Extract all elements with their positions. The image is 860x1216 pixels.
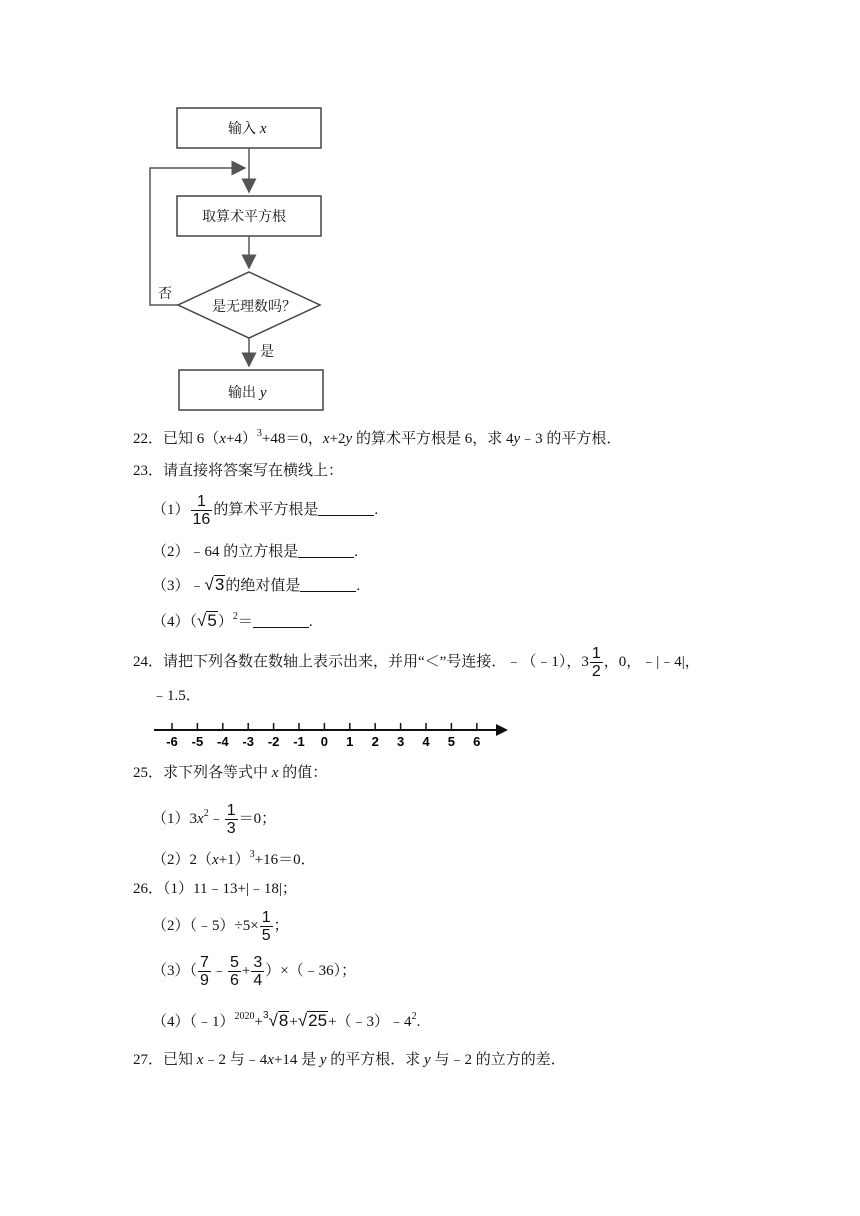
question-26-part-3: （3）（ $\frac{7}{9}$ ﹣ $\frac{5}{6}$ + $\frac{3}{4}$ ）×（﹣36）； bbox=[152, 954, 357, 989]
question-26-part-1: 26．（1）11﹣13+|﹣18|； bbox=[133, 881, 297, 897]
sqrt-expression: √3 bbox=[204, 575, 225, 594]
answer-blank[interactable] bbox=[298, 542, 354, 558]
question-24: 24．请把下列各数在数轴上表示出来，并用“＜”号连接．﹣（﹣1），3 $\frac{1}{2}$ ，0，﹣|﹣4|， bbox=[133, 645, 700, 680]
number-line-tick-label: -6 bbox=[166, 734, 178, 749]
question-24-line-2: ﹣1.5． bbox=[152, 688, 201, 704]
flowchart-decision-label: 是无理数吗？ bbox=[212, 298, 296, 314]
flowchart-yes-label: 是 bbox=[260, 343, 274, 359]
flowchart-output-label: 输出 y bbox=[228, 384, 267, 401]
number-line-tick-label: -5 bbox=[191, 734, 204, 749]
sqrt-expression: √5 bbox=[197, 611, 217, 630]
number-line-arrow bbox=[496, 724, 508, 736]
fraction: $\frac{1}{16}$ bbox=[192, 493, 211, 528]
question-25: 25．求下列各等式中 x 的值： bbox=[133, 765, 328, 781]
number-line-tick-label: -2 bbox=[267, 734, 280, 749]
question-26-part-4: $(4)(﹣1)^{2020}+^3√8+√25+(﹣3)﹣4^2$. bbox=[152, 1006, 420, 1032]
number-line-tick-label: 2 bbox=[371, 734, 379, 749]
number-line-tick-label: -4 bbox=[217, 734, 229, 749]
number-line-tick-label: -3 bbox=[242, 734, 254, 749]
number-line-tick-label: 6 bbox=[473, 734, 481, 749]
fraction: $\frac{7}{9}$ bbox=[200, 954, 209, 989]
number-line bbox=[150, 718, 510, 750]
question-23-part-3: （3）﹣√3的绝对值是 . bbox=[152, 575, 361, 594]
sqrt-expression: √25 bbox=[297, 1011, 328, 1030]
question-23-part-2: （2）﹣64 的立方根是 . bbox=[152, 544, 359, 560]
fraction: $\frac{1}{5}$ bbox=[261, 909, 271, 944]
number-line-tick-label: 4 bbox=[422, 734, 430, 749]
question-27: 27．已知 x﹣2 与﹣4x+14 是 y 的平方根．求 y 与﹣2 的立方的差． bbox=[133, 1052, 566, 1068]
answer-blank[interactable] bbox=[300, 576, 356, 592]
answer-blank[interactable] bbox=[253, 612, 309, 628]
cube-root-expression: $^3$√8 bbox=[262, 1010, 289, 1030]
fraction: $\frac{1}{3}$ bbox=[226, 802, 236, 837]
question-26-part-2: （2）（﹣5）÷5× $\frac{1}{5}$ ； bbox=[152, 909, 289, 944]
number-line-tick-label: -1 bbox=[293, 734, 305, 749]
question-23-part-1: （1） $\frac{1}{16}$ 的算术平方根是 . bbox=[152, 493, 379, 528]
number-line-tick-label: 5 bbox=[447, 734, 456, 749]
fraction: $\frac{3}{4}$ bbox=[253, 954, 263, 989]
question-25-part-2: $(2)2(x+1)^3+16=0$． bbox=[152, 849, 316, 868]
number-line-tick-label: 1 bbox=[346, 734, 354, 749]
fraction: $\frac{5}{6}$ bbox=[229, 954, 239, 989]
flowchart-input-label: 输入 x bbox=[228, 120, 267, 137]
answer-blank[interactable] bbox=[318, 500, 374, 516]
question-25-part-1: $(1)3x^2﹣$ $\frac{1}{3}$ ＝0； bbox=[152, 802, 277, 837]
question-23-title: 23．请直接将答案写在横线上： bbox=[133, 463, 344, 479]
question-23-part-4: $(4)(√5)^2=$ . bbox=[152, 611, 313, 630]
flowchart bbox=[140, 100, 340, 420]
number-line-tick-label: 3 bbox=[396, 734, 405, 749]
number-line-tick-label: 0 bbox=[320, 734, 329, 749]
flowchart-no-label: 否 bbox=[158, 285, 172, 301]
mixed-fraction: $\frac{1}{2}$ bbox=[591, 645, 601, 680]
question-22: 22．已知 $6(x+4)^3+48=0$，x+2y 的算术平方根是 6，求 4y﹣3 的平方根． bbox=[133, 428, 622, 447]
flowchart-step-label: 取算术平方根 bbox=[202, 208, 286, 224]
